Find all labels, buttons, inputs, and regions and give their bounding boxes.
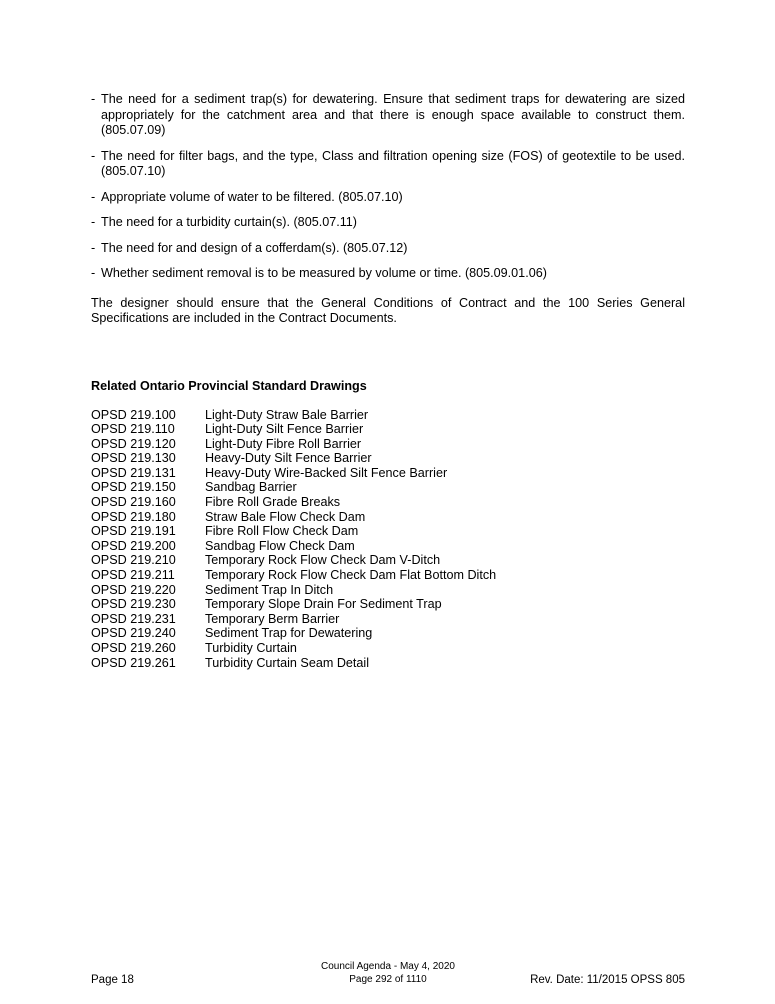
drawing-title: Temporary Berm Barrier [205, 611, 340, 626]
drawing-code: OPSD 219.180 [91, 509, 176, 524]
bullet-item [91, 92, 685, 139]
bullet-text: Whether sediment removal is to be measured by volume or time. (805.09.01.06) [101, 266, 547, 280]
designer-paragraph: The designer should ensure that the General Conditions of Contract and the 100 Series General Specifications are included in the Contract Documents. [91, 295, 685, 325]
drawing-code: OPSD 219.120 [91, 436, 176, 451]
drawing-row [91, 641, 685, 656]
drawing-row [91, 553, 685, 568]
bullet-dash: - [91, 148, 96, 163]
bullet-item [91, 241, 685, 257]
drawing-row [91, 612, 685, 627]
drawing-code: OPSD 219.260 [91, 641, 176, 655]
drawing-title: Light-Duty Fibre Roll Barrier [205, 436, 362, 451]
related-drawings-heading: Related Ontario Provincial Standard Drawings [91, 378, 367, 393]
drawing-title: Temporary Rock Flow Check Dam V-Ditch [205, 553, 441, 568]
bullet-dash: - [91, 189, 96, 204]
revision-info: Rev. Date: 11/2015 OPSS 805 [530, 974, 685, 986]
drawing-title: Sediment Trap for Dewatering [205, 626, 373, 641]
drawing-row [91, 510, 685, 525]
drawing-row [91, 422, 685, 437]
drawing-code: OPSD 219.231 [91, 611, 176, 626]
bullet-dash: - [91, 92, 96, 106]
drawings-list [91, 408, 685, 671]
drawing-title: Fibre Roll Grade Breaks [205, 495, 341, 510]
drawing-title: Turbidity Curtain [205, 641, 297, 655]
drawing-code: OPSD 219.220 [91, 582, 176, 597]
bullet-item [91, 190, 685, 206]
drawing-title: Straw Bale Flow Check Dam [205, 509, 366, 524]
drawing-row [91, 583, 685, 598]
drawing-code: OPSD 219.110 [91, 422, 175, 437]
bullet-item [91, 266, 685, 282]
drawing-code: OPSD 219.200 [91, 538, 176, 553]
drawing-title: Heavy-Duty Silt Fence Barrier [205, 451, 372, 466]
bullet-item [91, 215, 685, 231]
page-number: Page 18 [91, 974, 134, 986]
drawing-code: OPSD 219.160 [91, 495, 176, 510]
drawing-row [91, 597, 685, 612]
agenda-page: Page 292 of 1110 [349, 974, 427, 985]
drawing-code: OPSD 219.100 [91, 407, 176, 422]
drawing-row [91, 451, 685, 466]
bullet-text: Appropriate volume of water to be filtered. (805.07.10) [101, 189, 403, 204]
drawing-row [91, 626, 685, 641]
drawing-row [91, 437, 685, 452]
drawing-code: OPSD 219.130 [91, 451, 176, 466]
bullet-dash: - [91, 240, 96, 255]
drawing-title: Fibre Roll Flow Check Dam [205, 524, 359, 539]
bullet-text: The need for a sediment trap(s) for dewatering. Ensure that sediment traps for dewatering are sized appropriately for the catchment area and that there is enough space available to construct them. (805.07.09) [101, 92, 685, 137]
drawing-row [91, 656, 685, 671]
drawing-title: Temporary Slope Drain For Sediment Trap [205, 597, 442, 612]
drawing-title: Heavy-Duty Wire-Backed Silt Fence Barrier [205, 465, 448, 480]
bullet-text: The need for filter bags, and the type, Class and filtration opening size (FOS) of geotextile to be used. (805.07.10) [101, 148, 685, 178]
drawing-code: OPSD 219.230 [91, 597, 176, 612]
requirements-list [91, 92, 685, 282]
bullet-item [91, 149, 685, 180]
drawing-code: OPSD 219.261 [91, 655, 176, 670]
agenda-date: Council Agenda - May 4, 2020 [321, 961, 455, 972]
bullet-dash: - [91, 266, 96, 280]
drawing-row [91, 408, 685, 423]
drawing-row [91, 568, 685, 583]
drawing-title: Turbidity Curtain Seam Detail [205, 655, 370, 670]
drawing-row [91, 480, 685, 495]
drawing-row [91, 466, 685, 481]
drawing-title: Sandbag Barrier [205, 480, 297, 495]
drawing-code: OPSD 219.210 [91, 553, 176, 568]
document-body [91, 92, 685, 670]
drawing-title: Light-Duty Straw Bale Barrier [205, 407, 369, 422]
drawing-code: OPSD 219.211 [91, 568, 175, 583]
bullet-text: The need for and design of a cofferdam(s). (805.07.12) [101, 240, 408, 255]
drawing-code: OPSD 219.150 [91, 480, 176, 495]
drawing-title: Sediment Trap In Ditch [205, 582, 334, 597]
drawing-row [91, 524, 685, 539]
page-footer [91, 960, 685, 990]
drawing-row [91, 539, 685, 554]
drawing-code: OPSD 219.191 [91, 524, 176, 539]
bullet-text: The need for a turbidity curtain(s). (805.07.11) [101, 215, 357, 229]
drawing-code: OPSD 219.131 [91, 465, 176, 480]
drawing-title: Light-Duty Silt Fence Barrier [205, 422, 364, 437]
drawing-title: Sandbag Flow Check Dam [205, 538, 355, 553]
drawing-title: Temporary Rock Flow Check Dam Flat Bottom Ditch [205, 568, 497, 583]
drawing-code: OPSD 219.240 [91, 626, 176, 641]
drawing-row [91, 495, 685, 510]
bullet-dash: - [91, 215, 96, 229]
